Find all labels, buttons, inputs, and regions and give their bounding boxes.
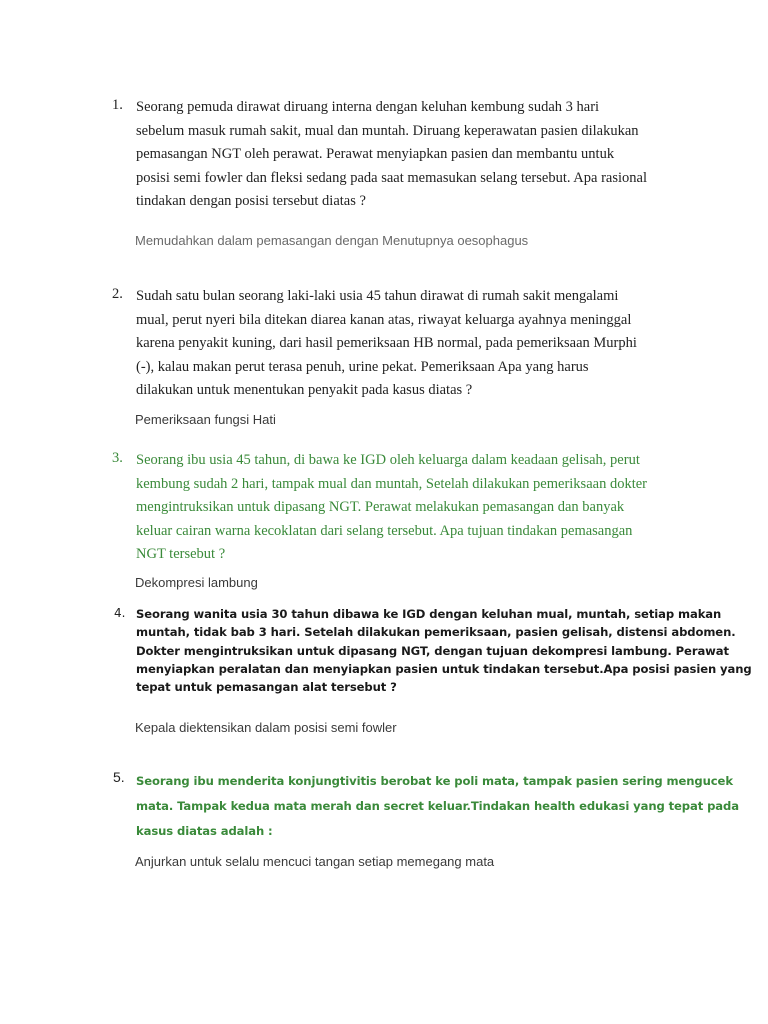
question-5-number: 5. [113,769,125,785]
question-2-line: dilakukan untuk menentukan penyakit pada kasus diatas ? [136,382,473,398]
question-3-line: NGT tersebut ? [136,546,226,562]
question-1-line: pemasangan NGT oleh perawat. Perawat menyiapkan pasien dan membantu untuk [136,146,615,162]
question-4-number: 4. [114,606,126,620]
question-5-text [136,769,739,844]
question-3-line: mengintruksikan untuk dipasang NGT. Perawat melakukan pemasangan dan banyak [136,499,625,515]
question-1-answer: Memudahkan dalam pemasangan dengan Menutupnya oesophagus [135,233,529,248]
question-4-line: muntah, tidak bab 3 hari. Setelah dilakukan pemeriksaan, pasien gelisah, distensi abdomen. [136,625,736,640]
question-2-text [136,285,692,403]
question-5-line: kasus diatas adalah : [136,824,273,838]
question-3-text [136,449,692,567]
question-4-line: Seorang wanita usia 30 tahun dibawa ke IGD dengan keluhan mual, muntah, setiap makan [136,607,722,621]
question-4-line: Dokter mengintruksikan untuk dipasang NGT, dengan tujuan dekompresi lambung. Perawat [136,643,729,658]
question-3-line: keluar cairan warna kecoklatan dari selang tersebut. Apa tujuan tindakan pemasangan [136,522,633,539]
question-1-text [136,96,692,214]
question-3-answer: Dekompresi lambung [135,575,258,590]
question-5-line: Seorang ibu menderita konjungtivitis berobat ke poli mata, tampak pasien sering mengucek [136,774,733,788]
question-2-line: karena penyakit kuning, dari hasil pemeriksaan HB normal, pada pemeriksaan Murphi [136,335,637,351]
question-4-answer: Kepala diektensikan dalam posisi semi fowler [135,720,397,735]
question-5-answer: Anjurkan untuk selalu mencuci tangan setiap memegang mata [135,854,495,869]
question-1-number: 1. [112,97,123,113]
question-4-line: menyiapkan peralatan dan menyiapkan pasien untuk tindakan tersebut.Apa posisi pasien yang [136,661,752,676]
question-4-line: tepat untuk pemasangan alat tersebut ? [136,680,397,695]
question-1-line: Seorang pemuda dirawat diruang interna dengan keluhan kembung sudah 3 hari [136,99,600,115]
question-1-line: sebelum masuk rumah sakit, mual dan muntah. Diruang keperawatan pasien dilakukan [136,122,639,139]
question-2-number: 2. [112,286,123,302]
question-2-line: Sudah satu bulan seorang laki-laki usia 45 tahun dirawat di rumah sakit mengalami [136,288,619,304]
question-2-line: mual, perut nyeri bila ditekan diarea kanan atas, riwayat keluarga ayahnya meninggal [136,311,632,328]
question-2-line: (-), kalau makan perut terasa penuh, urine pekat. Pemeriksaan Apa yang harus [136,358,589,375]
question-2-answer: Pemeriksaan fungsi Hati [135,412,276,427]
question-3-line: Seorang ibu usia 45 tahun, di bawa ke IGD oleh keluarga dalam keadaan gelisah, perut [136,452,640,468]
question-3-line: kembung sudah 2 hari, tampak mual dan muntah, Setelah dilakukan pemeriksaan dokter [136,475,647,492]
question-5-line: mata. Tampak kedua mata merah dan secret keluar.Tindakan health edukasi yang tepat pada [136,799,739,813]
question-4-text [136,605,752,696]
question-1-line: tindakan dengan posisi tersebut diatas ? [136,193,366,209]
question-1-line: posisi semi fowler dan fleksi sedang pada saat memasukan selang tersebut. Apa rasional [136,169,647,186]
question-3-number: 3. [112,450,123,466]
